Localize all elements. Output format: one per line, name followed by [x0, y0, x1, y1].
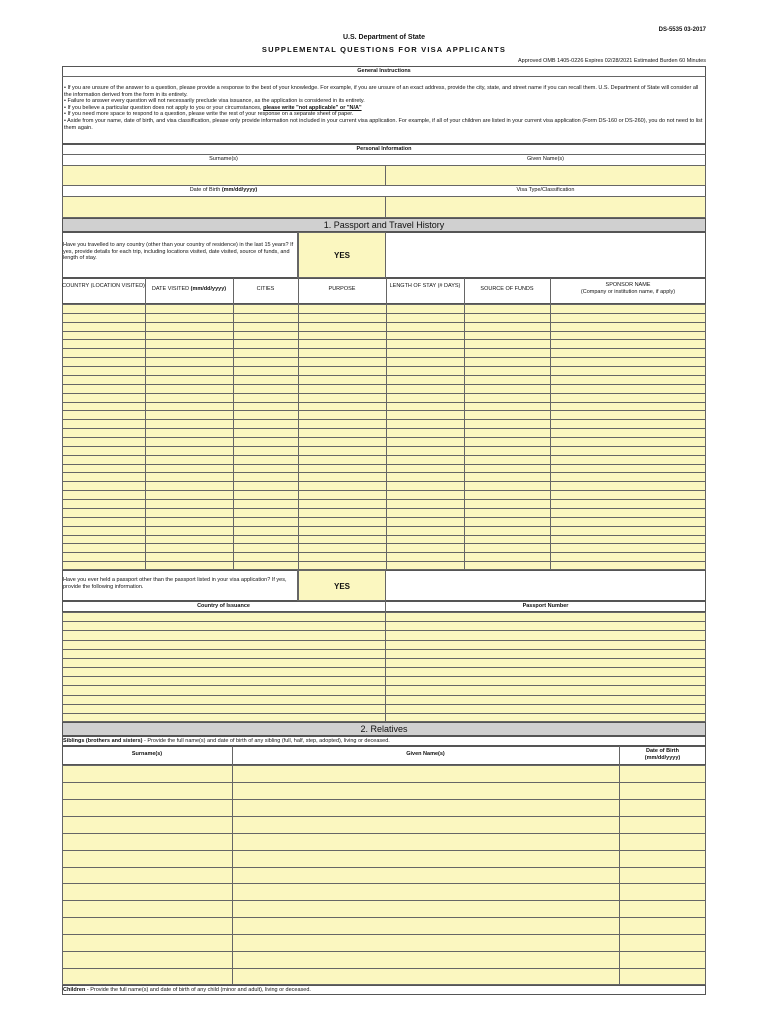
siblings-col-dob: Date of Birth (mm/dd/yyyy) — [644, 748, 681, 761]
table-row-line — [62, 951, 706, 952]
table-row-line — [62, 917, 706, 918]
col-sponsor: SPONSOR NAME (Company or institution name, if apply) — [580, 282, 676, 295]
table-row-line — [62, 357, 706, 358]
table-column-line — [550, 304, 551, 570]
table-row-line — [62, 339, 706, 340]
table-row-line — [62, 561, 706, 562]
table-row-line — [62, 419, 706, 420]
table-row-line — [62, 366, 706, 367]
general-instructions-heading: General Instructions — [357, 68, 411, 74]
table-column-line — [145, 304, 146, 570]
table-row-line — [62, 704, 706, 705]
table-row-line — [62, 481, 706, 482]
table-row-line — [62, 331, 706, 332]
table-column-line — [464, 304, 465, 570]
passport-answer-field[interactable]: YES — [298, 570, 386, 601]
siblings-col-surname: Surname(s) — [131, 751, 163, 757]
table-row-line — [62, 313, 706, 314]
table-column-line — [298, 278, 299, 304]
table-row-line — [62, 464, 706, 465]
col-country: COUNTRY (LOCATION VISITED) — [62, 283, 145, 289]
instruction-line-4: • If you need more space to respond to a question, please write the rest of your response on a separate sheet of paper. — [64, 111, 354, 118]
visa-type-label: Visa Type/Classification — [516, 187, 575, 193]
col-source-of-funds: SOURCE OF FUNDS — [480, 286, 534, 292]
table-row-line — [62, 713, 706, 714]
table-row-line — [62, 552, 706, 553]
table-row-line — [62, 816, 706, 817]
instruction-line-1: • If you are unsure of the answer to a question, please provide a response to the best of your knowledge. For example, if you are unsure of an exact address, provide the city, state, and street name if you can recall them. U.S. Department of State will consider all the information derived from the form in its entirety. — [64, 85, 699, 98]
table-row-line — [62, 384, 706, 385]
table-row-line — [62, 455, 706, 456]
instruction-line-3: • If you believe a particular question does not apply to you or your circumstances, please write "not applicable" or "N/A" — [64, 104, 362, 111]
table-row-line — [62, 621, 706, 622]
dob-label: Date of Birth (mm/dd/yyyy) — [189, 187, 258, 193]
table-row-line — [62, 437, 706, 438]
table-row-line — [62, 508, 706, 509]
siblings-instruction: Siblings (brothers and sisters) - Provide the full name(s) and date of birth of any sibling (full, half, step, adopted), living or deceased. — [63, 738, 390, 744]
table-column-line — [298, 304, 299, 570]
table-row-line — [62, 393, 706, 394]
col-cities: CITIES — [256, 286, 275, 292]
col-date-visited: DATE VISITED (mm/dd/yyyy) — [151, 286, 227, 292]
table-row-line — [62, 934, 706, 935]
travel-question: Have you travelled to any country (other than your country of residence) in the last 15 years? If yes, provide details for each trip, including locations visited, date visited, source of funds, and length of stay. — [63, 242, 294, 262]
col-purpose: PURPOSE — [328, 286, 356, 292]
table-column-line — [145, 278, 146, 304]
form-title: SUPPLEMENTAL QUESTIONS FOR VISA APPLICANTS — [261, 45, 507, 54]
col-length-of-stay: LENGTH OF STAY (# DAYS) — [389, 283, 461, 289]
section-2-heading: 2. Relatives — [62, 722, 706, 736]
table-row-line — [62, 658, 706, 659]
table-row-line — [62, 535, 706, 536]
table-row-line — [62, 402, 706, 403]
passport-question: Have you ever held a passport other than the passport listed in your visa application? If yes, provide the following information. — [63, 577, 287, 590]
siblings-col-given: Given Name(s) — [406, 751, 445, 757]
table-row-line — [62, 348, 706, 349]
table-row-line — [62, 782, 706, 783]
table-row-line — [62, 428, 706, 429]
instruction-line-5: • Aside from your name, date of birth, and visa classification, please only provide information not included in your current visa application. For example, if all of your children are listed in your current visa application (Form DS-160 or DS-260), you do not need to list them again. — [64, 117, 703, 131]
table-row-line — [62, 867, 706, 868]
table-row-line — [62, 649, 706, 650]
table-row-line — [62, 900, 706, 901]
visa-type-field[interactable] — [385, 196, 706, 218]
table-row-line — [62, 685, 706, 686]
table-row-line — [62, 410, 706, 411]
table-row-line — [62, 630, 706, 631]
travel-answer-field[interactable]: YES — [298, 232, 386, 278]
table-column-line — [386, 304, 387, 570]
table-row-line — [62, 517, 706, 518]
table-row-line — [62, 676, 706, 677]
table-column-line — [464, 278, 465, 304]
given-name-label: Given Name(s) — [527, 156, 564, 162]
col-passport-number: Passport Number — [522, 603, 569, 609]
table-row-line — [62, 446, 706, 447]
dob-field[interactable] — [62, 196, 386, 218]
table-row-line — [62, 667, 706, 668]
given-name-field[interactable] — [385, 165, 706, 186]
table-row-line — [62, 850, 706, 851]
table-row-line — [62, 526, 706, 527]
omb-approval: Approved OMB 1405-0226 Expires 02/28/2021 Estimated Burden 60 Minutes — [517, 58, 706, 64]
table-row-line — [62, 883, 706, 884]
children-instruction: Children - Provide the full name(s) and date of birth of any child (minor and adult), living or deceased. — [63, 987, 311, 993]
section-1-heading: 1. Passport and Travel History — [62, 218, 706, 232]
table-row-line — [62, 968, 706, 969]
table-column-line — [619, 765, 620, 985]
general-instructions-text — [64, 85, 704, 131]
table-column-line — [550, 278, 551, 304]
table-column-line — [386, 278, 387, 304]
surname-label: Surname(s) — [209, 156, 238, 162]
table-row-line — [62, 499, 706, 500]
surname-field[interactable] — [62, 165, 386, 186]
form-number: DS-5535 03-2017 — [658, 27, 706, 33]
table-row-line — [62, 472, 706, 473]
table-column-line — [233, 304, 234, 570]
table-row-line — [62, 375, 706, 376]
table-row-line — [62, 322, 706, 323]
table-row-line — [62, 695, 706, 696]
table-column-line — [233, 278, 234, 304]
table-column-line — [385, 612, 386, 722]
personal-info-heading: Personal Information — [356, 146, 412, 152]
table-row-line — [62, 833, 706, 834]
col-country-of-issuance: Country of Issuance — [197, 603, 250, 609]
table-row-line — [62, 543, 706, 544]
instruction-line-2: • Failure to answer every question will not necessarily preclude visa issuance, as the application is considered in its entirety. — [64, 98, 365, 105]
table-row-line — [62, 490, 706, 491]
department-name: U.S. Department of State — [342, 34, 426, 41]
table-row-line — [62, 640, 706, 641]
table-row-line — [62, 799, 706, 800]
table-column-line — [232, 765, 233, 985]
